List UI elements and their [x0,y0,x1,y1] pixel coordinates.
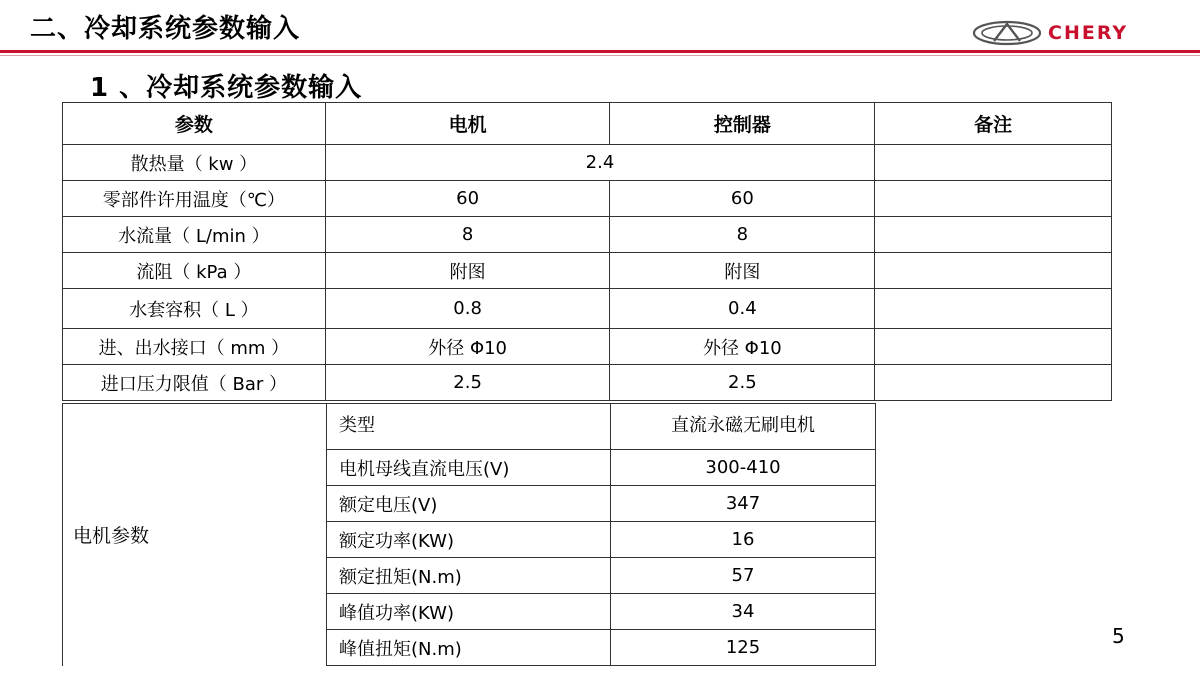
note-cell [875,253,1112,289]
header-rule [0,50,1200,53]
motor-param-key: 额定功率(KW) [327,522,611,558]
param-cell: 进口压力限值（ Bar ） [63,365,326,401]
controller-value-cell: 8 [610,217,875,253]
chery-logo-text: CHERY [1048,22,1129,44]
param-cell: 零部件许用温度（℃） [63,181,326,217]
controller-value-cell: 60 [610,181,875,217]
param-cell: 流阻（ kPa ） [63,253,326,289]
page-title: 二、冷却系统参数输入 [30,14,301,44]
motor-param-key: 电机母线直流电压(V) [327,450,611,486]
table-header-row [63,103,1112,145]
motor-param-value: 125 [611,630,876,666]
header-cell-controller: 控制器 [610,103,875,145]
motor-param-key: 类型 [327,404,611,450]
header-cell-param: 参数 [63,103,326,145]
motor-param-value: 57 [611,558,876,594]
motor-param-value: 300-410 [611,450,876,486]
motor-param-key: 额定扭矩(N.m) [327,558,611,594]
table-row [63,253,1112,289]
table-row [63,365,1112,401]
note-cell [875,217,1112,253]
note-cell [875,365,1112,401]
motor-value-cell: 8 [325,217,610,253]
table-row [63,181,1112,217]
note-cell [875,181,1112,217]
controller-value-cell: 外径 Φ10 [610,329,875,365]
header-cell-note: 备注 [875,103,1112,145]
param-cell: 进、出水接口（ mm ） [63,329,326,365]
section-subtitle: 1 、冷却系统参数输入 [90,73,363,103]
param-cell: 水套容积（ L ） [63,289,326,329]
table-row [63,289,1112,329]
header-underline [0,55,1200,56]
motor-param-value: 347 [611,486,876,522]
motor-param-value: 34 [611,594,876,630]
motor-value-cell: 外径 Φ10 [325,329,610,365]
param-cell: 水流量（ L/min ） [63,217,326,253]
motor-param-value: 直流永磁无刷电机 [611,404,876,450]
chery-logo [972,20,1172,46]
chery-emblem-icon [972,20,1042,46]
motor-param-key: 峰值扭矩(N.m) [327,630,611,666]
table-row [63,217,1112,253]
motor-param-key: 额定电压(V) [327,486,611,522]
param-cell: 散热量（ kw ） [63,145,326,181]
controller-value-cell: 附图 [610,253,875,289]
table-row [63,404,876,450]
header-cell-motor: 电机 [325,103,610,145]
table-row [63,329,1112,365]
motor-value-cell: 0.8 [325,289,610,329]
controller-value-cell: 2.5 [610,365,875,401]
note-cell [875,329,1112,365]
motor-value-cell: 附图 [325,253,610,289]
motor-value-cell: 2.5 [325,365,610,401]
motor-params-table [62,403,876,666]
note-cell [875,145,1112,181]
motor-value-cell: 60 [325,181,610,217]
table-row [63,145,1112,181]
cooling-params-table [62,102,1112,401]
merged-value-cell: 2.4 [325,145,874,181]
page-number: 5 [1112,624,1125,648]
motor-param-key: 峰值功率(KW) [327,594,611,630]
motor-params-label: 电机参数 [63,404,327,666]
motor-param-value: 16 [611,522,876,558]
note-cell [875,289,1112,329]
controller-value-cell: 0.4 [610,289,875,329]
